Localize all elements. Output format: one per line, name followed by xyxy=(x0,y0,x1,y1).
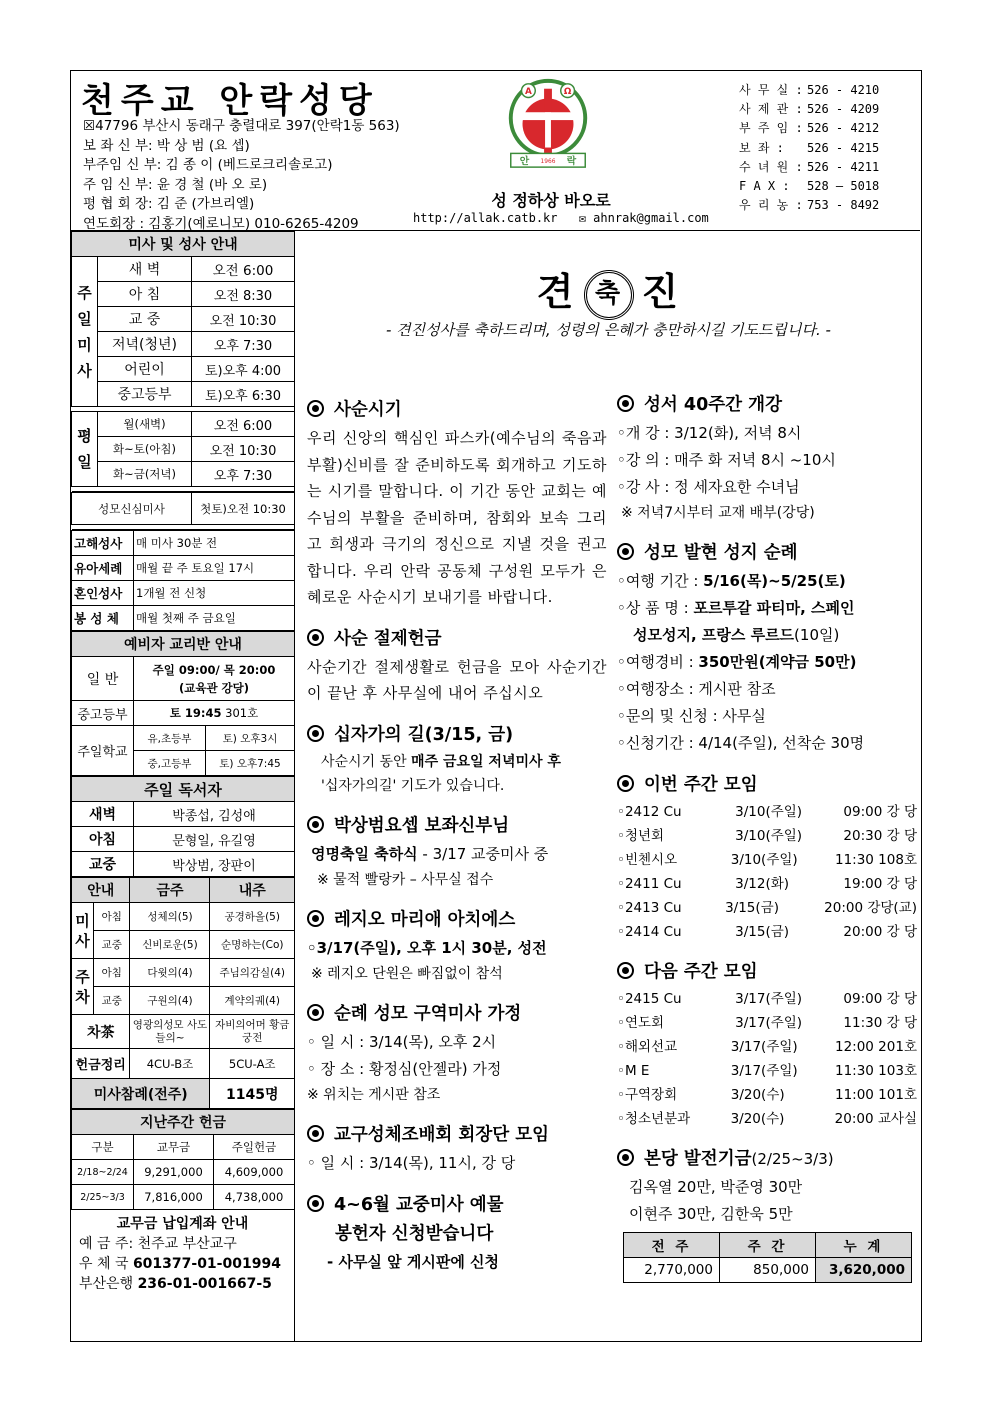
celebration-seal-icon: 축 xyxy=(584,270,634,320)
confirmation-title: 견 축 진 xyxy=(297,261,920,320)
pilgrimage-product-2: 성모성지, 프랑스 루르드(10일) xyxy=(633,626,840,644)
reader-mass: 교중 xyxy=(72,852,134,877)
duty-mass-label: 미 사 xyxy=(72,903,94,959)
council-date: ◦ 일 시 : 3/14(목), 11시, 강 당 xyxy=(307,1153,516,1172)
sacraments-table xyxy=(71,530,295,631)
mass-name: 화~토(아침) xyxy=(98,437,192,462)
meeting-detail: 12:00 201호 xyxy=(834,1039,917,1055)
pilgrimage-heading: 성모 발현 성지 순례 xyxy=(617,539,917,564)
bulletin-header xyxy=(71,71,920,231)
meeting-row xyxy=(617,1059,917,1083)
parish-motto: 성 정하상 바오로 xyxy=(491,191,611,210)
mass-time: 오전 6:00 xyxy=(192,412,295,437)
weekday-mass-label: 평 일 xyxy=(72,412,98,487)
confirmation-subtitle: - 견진성사를 축하드리며, 성령의 은혜가 충만하시길 기도드립니다. - xyxy=(386,321,831,339)
this-week-heading: 이번 주간 모임 xyxy=(617,771,917,796)
meeting-name: ◦구역장회 xyxy=(617,1087,678,1103)
meeting-row xyxy=(617,920,917,944)
sacrament-name: 유아세례 xyxy=(72,556,134,581)
mass-time: 오후 7:30 xyxy=(192,332,295,357)
meeting-date: 3/17(주일) xyxy=(735,1015,803,1031)
mass-heading: 미사 및 성사 안내 xyxy=(72,232,295,257)
offering-diocese: 9,291,000 xyxy=(134,1160,214,1185)
meeting-date: 3/10(주일) xyxy=(735,804,803,820)
pilgrimage-contact: ◦문의 및 신청 : 사무실 xyxy=(617,707,766,725)
duty-col-guide: 안내 xyxy=(72,878,130,903)
council-heading: 교구성체조배회 회장단 모임 xyxy=(307,1121,607,1146)
mass-name: 어린이 xyxy=(98,357,192,382)
general-class-label: 일 반 xyxy=(72,657,134,701)
next-week-list xyxy=(617,987,917,1131)
meeting-row xyxy=(617,987,917,1011)
federation-president: 연도회장 : 김홍기(예로니모) 010-6265-4209 xyxy=(83,215,359,232)
sunday-mass-label: 주 일 미 사 xyxy=(72,257,98,407)
duty-when: 아침 xyxy=(94,903,130,931)
offering-col-diocese: 교무금 xyxy=(134,1135,214,1160)
meeting-date: 3/20(수) xyxy=(730,1111,785,1127)
tea-this: 영광의성모 사도들의~ xyxy=(130,1015,210,1049)
bible-note: ※ 저녁7시부터 교재 배부(강당) xyxy=(621,505,815,521)
attendance-value: 1145명 xyxy=(210,1079,295,1109)
mass-time: 오전 10:30 xyxy=(192,307,295,332)
meeting-name: ◦2414 Cu xyxy=(617,924,682,940)
contact-row xyxy=(739,158,879,177)
collection-this: 4CU-B조 xyxy=(130,1049,210,1079)
meeting-row xyxy=(617,1083,917,1107)
meeting-date: 3/10(주일) xyxy=(735,828,803,844)
logo-omega: Ω xyxy=(563,87,572,98)
sacrament-info: 매 미사 30분 전 xyxy=(134,531,295,556)
pilgrimage-place: ◦여행장소 : 게시판 참조 xyxy=(617,680,776,698)
mass-name: 중고등부 xyxy=(98,382,192,407)
parish-info xyxy=(83,117,400,234)
duty-next: 순명하는(Co) xyxy=(210,931,295,959)
offering-sunday: 4,738,000 xyxy=(214,1185,295,1210)
meeting-row xyxy=(617,1107,917,1131)
stations-line-1: 사순시기 동안 매주 금요일 저녁미사 후 xyxy=(321,753,561,770)
bullet-icon xyxy=(307,725,324,742)
mass-schedule-table xyxy=(71,231,295,492)
meeting-name: ◦2413 Cu xyxy=(617,900,682,916)
bullet-icon xyxy=(307,400,324,417)
marian-mass-name: 성모신심미사 xyxy=(72,493,192,525)
fund-col: 전 주 xyxy=(624,1233,720,1258)
meeting-name: ◦M E xyxy=(617,1063,650,1079)
duty-this: 신비로운(5) xyxy=(130,931,210,959)
middle-high-time: 토) 오후7:45 xyxy=(206,751,295,776)
sunday-school-label: 주일학교 xyxy=(72,726,134,776)
council-president: 평 협 회 장: 김 준 (가브리엘) xyxy=(83,196,255,212)
legio-heading: 레지오 마리애 아치에스 xyxy=(307,906,607,931)
lent-heading: 사순시기 xyxy=(307,396,607,421)
mass-time: 오전 10:30 xyxy=(192,437,295,462)
meeting-detail: 11:30 103호 xyxy=(834,1063,917,1079)
bullet-icon xyxy=(307,1195,324,1212)
collection-label: 헌금정리 xyxy=(72,1049,130,1079)
offering-heading: 지난주간 헌금 xyxy=(72,1110,295,1135)
address: ☒47796 부산시 동래구 충렬대로 397(안락1동 563) xyxy=(83,118,400,134)
meeting-detail: 20:00 강당(교) xyxy=(824,900,917,916)
mass-name: 새 벽 xyxy=(98,257,192,282)
bullet-icon xyxy=(617,1149,634,1166)
contact-label: 부 주 임 : xyxy=(739,121,803,136)
bullet-icon xyxy=(307,910,324,927)
this-week-list xyxy=(617,800,917,944)
notices-column-1 xyxy=(307,396,607,1276)
sacrament-info: 1개월 전 신청 xyxy=(134,581,295,606)
contact-label: 수 녀 원 : xyxy=(739,159,803,174)
home-mass-place: ◦ 장 소 : 황정심(안젤라) 가정 xyxy=(307,1059,502,1078)
meeting-row xyxy=(617,1035,917,1059)
bank-account: 부산은행 236-01-001667-5 xyxy=(79,1276,272,1292)
duty-next: 공경하올(5) xyxy=(210,903,295,931)
logo-text-right: 락 xyxy=(566,156,577,168)
bullet-icon xyxy=(307,629,324,646)
feast-note: ※ 물적 빨랑카 – 사무실 접수 xyxy=(317,871,494,888)
meeting-detail: 20:30 강 당 xyxy=(843,828,917,844)
contact-row xyxy=(739,139,879,158)
attendance-label: 미사참례(전주) xyxy=(72,1079,210,1109)
contact-row xyxy=(739,119,879,138)
marian-mass-time: 첫토)오전 10:30 xyxy=(192,493,295,525)
meeting-name: ◦청소년분과 xyxy=(617,1111,691,1127)
offering-sunday: 4,609,000 xyxy=(214,1160,295,1185)
bullet-icon xyxy=(617,543,634,560)
sacrament-info: 매월 끝 주 토요일 17시 xyxy=(134,556,295,581)
contact-number: 753 - 8492 xyxy=(807,198,880,213)
abstinence-heading: 사순 절제헌금 xyxy=(307,625,607,650)
contact-row xyxy=(739,177,879,196)
duty-this: 성체의(5) xyxy=(130,903,210,931)
left-sidebar xyxy=(71,231,295,1341)
meeting-detail: 20:00 교사실 xyxy=(834,1111,917,1127)
offering-table xyxy=(71,1109,295,1210)
offering-diocese: 7,816,000 xyxy=(134,1185,214,1210)
reader-mass: 아침 xyxy=(72,827,134,852)
sacrament-name: 고해성사 xyxy=(72,531,134,556)
reader-names: 박상범, 장판이 xyxy=(134,852,295,877)
mass-name: 월(새벽) xyxy=(98,412,192,437)
duty-col-this: 금주 xyxy=(130,878,210,903)
meeting-date: 3/10(주일) xyxy=(730,852,798,868)
elementary-label: 유,초등부 xyxy=(134,726,206,751)
fund-col: 누 계 xyxy=(816,1233,912,1258)
fund-donors-2: 이현주 30만, 김한욱 5만 xyxy=(629,1205,793,1223)
website-link[interactable]: http://allak.catb.kr xyxy=(413,211,558,225)
contact-number: 526 - 4212 xyxy=(807,121,880,136)
logo-alpha: A xyxy=(524,87,532,98)
legio-note: ※ 레지오 단원은 빠짐없이 참석 xyxy=(311,965,503,982)
account-info xyxy=(71,1210,294,1298)
meeting-detail: 09:00 강 당 xyxy=(843,991,917,1007)
meeting-row xyxy=(617,1011,917,1035)
meeting-detail: 19:00 강 당 xyxy=(843,876,917,892)
mass-name: 교 중 xyxy=(98,307,192,332)
bullet-icon xyxy=(307,816,324,833)
sacrament-info: 매월 첫째 주 금요일 xyxy=(134,606,295,631)
mass-time: 오전 8:30 xyxy=(192,282,295,307)
stations-heading: 십자가의 길(3/15, 금) xyxy=(307,721,607,746)
assistant-priest: 보 좌 신 부: 박 상 범 (요 셉) xyxy=(83,137,250,154)
logo-text-left: 안 xyxy=(519,156,530,168)
meeting-name: ◦빈첸시오 xyxy=(617,852,678,868)
contact-row xyxy=(739,196,879,215)
fund-value: 850,000 xyxy=(720,1258,816,1283)
meeting-row xyxy=(617,824,917,848)
reader-mass: 새벽 xyxy=(72,802,134,827)
collection-next: 5CU-A조 xyxy=(210,1049,295,1079)
fund-heading: 본당 발전기금(2/25~3/3) xyxy=(617,1145,917,1170)
contact-row xyxy=(739,81,879,100)
contact-number: 526 - 4210 xyxy=(807,83,880,97)
fund-col: 주 간 xyxy=(720,1233,816,1258)
meeting-row xyxy=(617,800,917,824)
fund-total: 3,620,000 xyxy=(816,1258,912,1283)
offertory-heading: 4~6월 교중미사 예물 xyxy=(307,1191,607,1216)
tea-next: 자비의어머 황금궁전 xyxy=(210,1015,295,1049)
mass-time: 오후 7:30 xyxy=(192,462,295,487)
offering-period: 2/25~3/3 xyxy=(72,1185,134,1210)
duty-when: 아침 xyxy=(94,959,130,987)
meeting-date: 3/17(주일) xyxy=(735,991,803,1007)
meeting-name: ◦2415 Cu xyxy=(617,991,682,1007)
meeting-date: 3/15(금) xyxy=(725,900,779,916)
duty-this: 다윗의(4) xyxy=(130,959,210,987)
meeting-date: 3/17(주일) xyxy=(730,1063,798,1079)
meeting-name: ◦2412 Cu xyxy=(617,804,682,820)
bible-line: ◦개 강 : 3/12(화), 저녁 8시 xyxy=(617,424,802,442)
bible-line: ◦강 의 : 매주 화 저녁 8시 ~10시 xyxy=(617,451,836,469)
bulletin-page xyxy=(70,70,922,1342)
account-holder: 예 금 주: 천주교 부산교구 xyxy=(79,1236,237,1252)
general-class-time: 주일 09:00/ 목 20:00 (교육관 강당) xyxy=(134,657,295,701)
catechumen-table xyxy=(71,631,295,776)
duty-next: 계약의궤(4) xyxy=(210,987,295,1015)
duty-table xyxy=(71,877,295,1109)
bullet-icon xyxy=(617,775,634,792)
meeting-row xyxy=(617,848,917,872)
feast-line: 영명축일 축하식 - 3/17 교중미사 중 xyxy=(311,844,549,863)
meeting-name: ◦연도회 xyxy=(617,1015,665,1031)
meeting-detail: 11:30 강 당 xyxy=(843,1015,917,1031)
youth-class-time: 토 19:45 301호 xyxy=(134,701,295,726)
meeting-detail: 11:00 101호 xyxy=(834,1087,917,1103)
associate-priest: 부주임 신 부: 김 종 이 (베드로크리솔로고) xyxy=(83,157,333,173)
next-week-heading: 다음 주간 모임 xyxy=(617,958,917,983)
contact-label: 사 제 관 : xyxy=(739,102,803,117)
duty-when: 교중 xyxy=(94,987,130,1015)
tea-label: 차茶 xyxy=(72,1015,130,1049)
feast-heading: 박상범요셉 보좌신부님 xyxy=(307,812,607,837)
fund-donors-1: 김옥열 20만, 박준영 30만 xyxy=(629,1178,803,1196)
contact-label: 우 리 농 : xyxy=(739,198,803,213)
contact-label: 사 무 실 : xyxy=(739,83,803,97)
catechumen-heading: 예비자 교리반 안내 xyxy=(72,632,295,657)
meeting-row xyxy=(617,896,917,920)
mass-time: 토)오후 4:00 xyxy=(192,357,295,382)
main-content xyxy=(297,231,920,1341)
bullet-icon xyxy=(307,1004,324,1021)
bullet-icon xyxy=(307,1125,324,1142)
home-mass-note: ※ 위치는 게시판 참조 xyxy=(307,1086,441,1103)
meeting-name: ◦해외선교 xyxy=(617,1039,678,1055)
offering-period: 2/18~2/24 xyxy=(72,1160,134,1185)
pilgrimage-period: ◦여행 기간 : 5/16(목)~5/25(토) xyxy=(617,572,846,590)
contact-number: 526 - 4211 xyxy=(807,159,880,174)
pilgrimage-product: ◦상 품 명 : 포르투갈 파티마, 스페인 xyxy=(617,599,855,617)
parish-logo-icon xyxy=(499,75,597,173)
meeting-name: ◦2411 Cu xyxy=(617,876,682,892)
meeting-row xyxy=(617,872,917,896)
reader-names: 박종섭, 김성애 xyxy=(134,802,295,827)
readers-heading: 주일 독서자 xyxy=(72,777,295,802)
readers-table xyxy=(71,776,295,877)
duty-next: 주님의감실(4) xyxy=(210,959,295,987)
bullet-icon xyxy=(617,395,634,412)
post-account: 우 체 국 601377-01-001994 xyxy=(79,1256,281,1272)
contact-label: F A X : xyxy=(739,179,790,194)
duty-this: 구원의(4) xyxy=(130,987,210,1015)
duty-col-next: 내주 xyxy=(210,878,295,903)
elementary-time: 토) 오후3시 xyxy=(206,726,295,751)
middle-high-label: 중,고등부 xyxy=(134,751,206,776)
meeting-date: 3/20(수) xyxy=(730,1087,785,1103)
reader-names: 문형일, 유길영 xyxy=(134,827,295,852)
mass-time: 오전 6:00 xyxy=(192,257,295,282)
contact-number: 528 – 5018 xyxy=(807,179,880,194)
meeting-date: 3/12(화) xyxy=(735,876,790,892)
contact-number: 526 - 4215 xyxy=(807,140,880,155)
stations-line-2: '십자가의길' 기도가 있습니다. xyxy=(321,777,505,794)
marian-mass-table xyxy=(71,492,295,530)
meeting-detail: 20:00 강 당 xyxy=(843,924,917,940)
church-name: 천주교 안락성당 xyxy=(81,81,379,121)
bible-line: ◦강 사 : 정 세자요한 수녀님 xyxy=(617,478,800,496)
pastor: 주 임 신 부: 윤 경 철 (바 오 로) xyxy=(83,176,268,193)
duty-parking-label: 주 차 xyxy=(72,959,94,1015)
meeting-name: ◦청년회 xyxy=(617,828,665,844)
bullet-icon xyxy=(617,962,634,979)
offering-col-period: 구분 xyxy=(72,1135,134,1160)
pilgrimage-apply: ◦신청기간 : 4/14(주일), 선착순 30명 xyxy=(617,734,865,752)
bible-heading: 성서 40주간 개강 xyxy=(617,391,917,416)
home-mass-date: ◦ 일 시 : 3/14(목), 오후 2시 xyxy=(307,1032,497,1051)
lent-body: 우리 신앙의 핵심인 파스카(예수님의 죽음과 부활)신비를 잘 준비하도록 회개하고 기도하는 시기를 말합니다. 이 기간 동안 교회는 예수님의 부활을 준비하며, 참회와 보속 그리고 희생과 극기의 정신으로 지낼 것을 권고합니다. 우리 안락 공동체 구성원 모두가 은혜로운 사순시기 보내기를 바랍니다. xyxy=(307,429,607,606)
offertory-note: - 사무실 앞 게시판에 신청 xyxy=(327,1252,500,1271)
legio-line: ◦3/17(주일), 오후 1시 30분, 성전 xyxy=(307,938,547,957)
mass-time: 토)오후 6:30 xyxy=(192,382,295,407)
contact-label: 보 좌 : xyxy=(739,140,784,155)
abstinence-body: 사순기간 절제생활로 헌금을 모아 사순기간이 끝난 후 사무실에 내어 주십시오 xyxy=(307,657,607,702)
sacrament-name: 혼인성사 xyxy=(72,581,134,606)
fund-table xyxy=(623,1232,912,1283)
fund-value: 2,770,000 xyxy=(624,1258,720,1283)
pilgrimage-cost: ◦여행경비 : 350만원(계약금 50만) xyxy=(617,653,857,671)
contact-numbers xyxy=(739,81,879,215)
youth-class-label: 중고등부 xyxy=(72,701,134,726)
meeting-detail: 11:30 108호 xyxy=(834,852,917,868)
mass-name: 저녁(청년) xyxy=(98,332,192,357)
logo-year: 1966 xyxy=(540,159,556,166)
home-mass-heading: 순례 성모 구역미사 가정 xyxy=(307,1000,607,1025)
web-links xyxy=(413,211,709,225)
offertory-heading-2: 봉헌자 신청받습니다 xyxy=(335,1223,494,1244)
duty-when: 교중 xyxy=(94,931,130,959)
mass-name: 화~금(저녁) xyxy=(98,462,192,487)
contact-row xyxy=(739,100,879,119)
notices-column-2 xyxy=(617,391,917,1283)
mass-name: 아 침 xyxy=(98,282,192,307)
email-link[interactable]: ✉ ahnrak@gmail.com xyxy=(578,211,709,225)
offering-col-sunday: 주일헌금 xyxy=(214,1135,295,1160)
meeting-date: 3/17(주일) xyxy=(730,1039,798,1055)
contact-number: 526 - 4209 xyxy=(807,102,880,117)
account-heading: 교무금 납입계좌 안내 xyxy=(116,1216,249,1232)
meeting-date: 3/15(금) xyxy=(735,924,790,940)
meeting-detail: 09:00 강 당 xyxy=(843,804,917,820)
sacrament-name: 봉 성 체 xyxy=(72,606,134,631)
